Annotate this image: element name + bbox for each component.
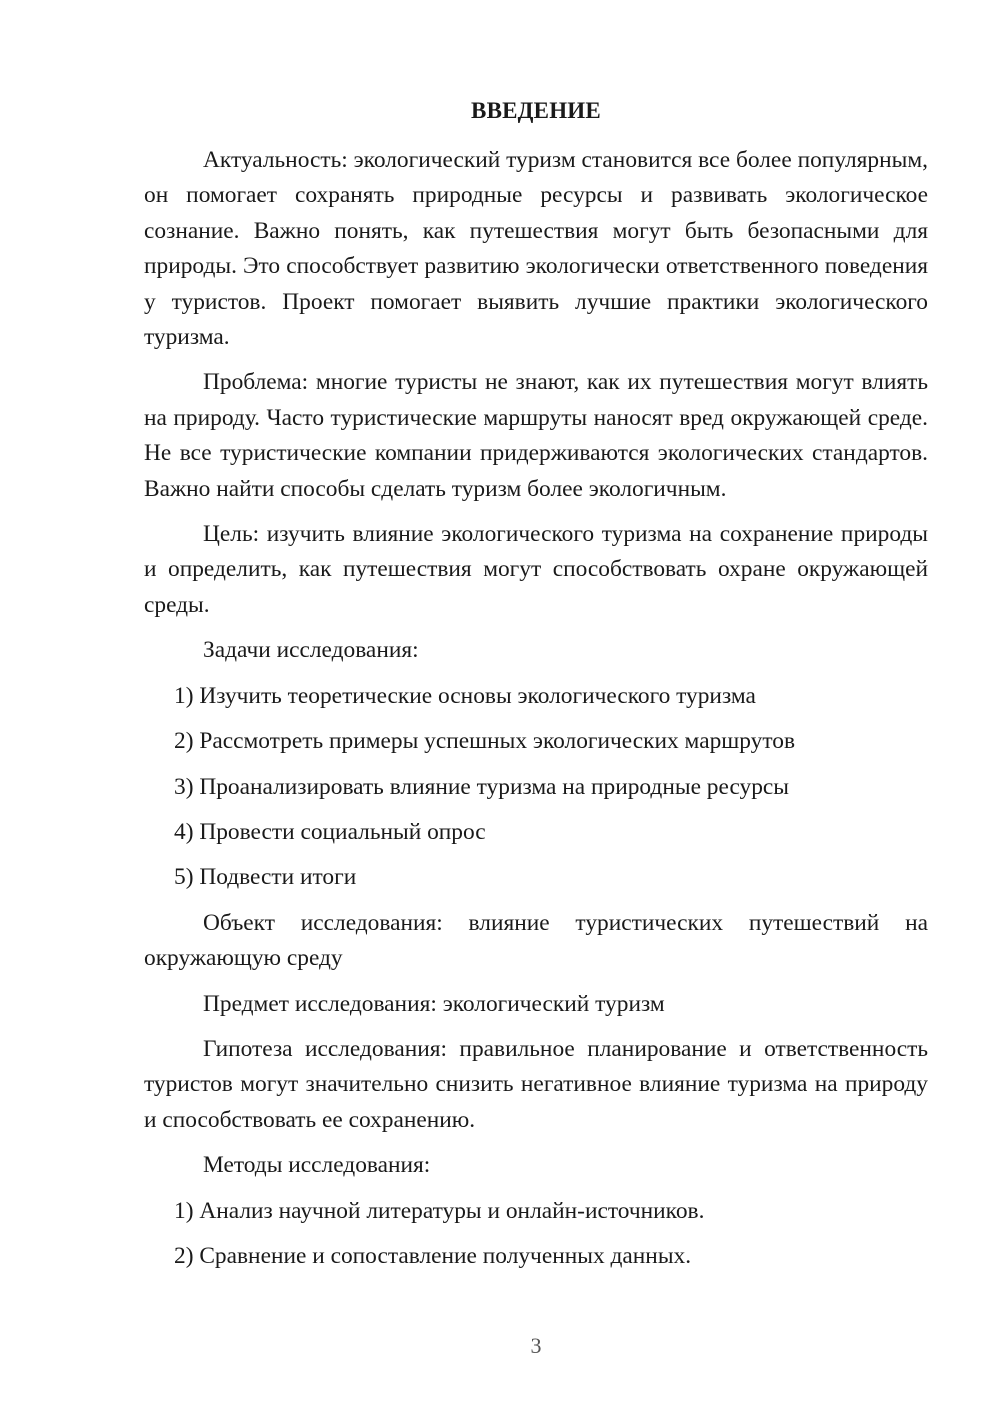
list-item: 4) Провести социальный опрос xyxy=(174,818,486,845)
list-item: 1) Изучить теоретические основы экологического туризма xyxy=(174,682,756,709)
hypothesis-paragraph: Гипотеза исследования: правильное планирование и ответственность туристов могут значительно снизить негативное влияние туризма на природу и способствовать ее сохранению. xyxy=(144,1035,928,1133)
object-paragraph: Объект исследования: влияние туристических путешествий на окружающую среду xyxy=(144,909,928,972)
subject-paragraph: Предмет исследования: экологический туризм xyxy=(203,990,665,1017)
goal-paragraph: Цель: изучить влияние экологического туризма на сохранение природы и определить, как путешествия могут способствовать охране окружающей среды. xyxy=(144,521,928,618)
relevance-paragraph: Актуальность: экологический туризм становится все более популярным, он помогает сохранять природные ресурсы и развивать экологическое сознание. Важно понять, как путешествия могут быть безопасными для природы. Это способствует развитию экологически ответственного поведения у туристов. Проект помогает выявить лучшие практики экологического туризма. xyxy=(144,147,928,351)
list-item: 1) Анализ научной литературы и онлайн-источников. xyxy=(174,1197,705,1224)
list-item: 5) Подвести итоги xyxy=(174,864,357,891)
list-item: 3) Проанализировать влияние туризма на природные ресурсы xyxy=(174,773,790,800)
body-text xyxy=(144,143,928,1284)
methods-title: Методы исследования: xyxy=(203,1152,431,1179)
tasks-list xyxy=(144,679,928,896)
list-item: 2) Сравнение и сопоставление полученных данных. xyxy=(174,1242,692,1269)
methods-list xyxy=(144,1194,928,1275)
page-number: 3 xyxy=(530,1333,542,1358)
tasks-title: Задачи исследования: xyxy=(203,637,419,664)
problem-paragraph: Проблема: многие туристы не знают, как их путешествия могут влиять на природу. Часто туристические маршруты наносят вред окружающей среде. Не все туристические компании придерживаются экологических стандартов. Важно найти способы сделать туризм более экологичным. xyxy=(144,369,928,502)
page-title: ВВЕДЕНИЕ xyxy=(471,98,601,123)
list-item: 2) Рассмотреть примеры успешных экологических маршрутов xyxy=(174,728,796,755)
